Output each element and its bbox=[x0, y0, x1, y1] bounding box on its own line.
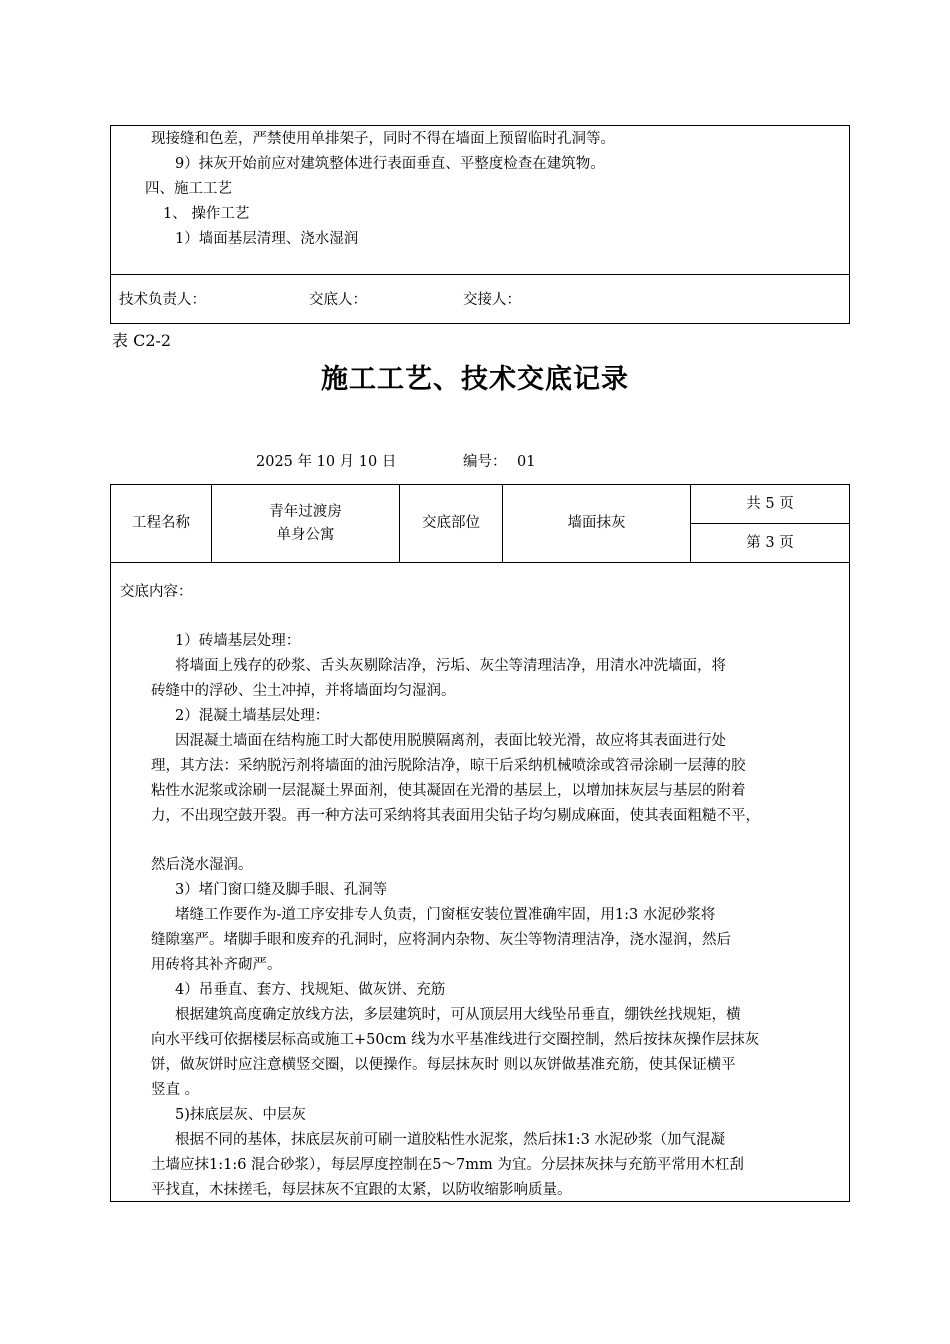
content-line: 缝隙塞严。堵脚手眼和废弃的孔洞时，应将洞内杂物、灰尘等物清理洁净，浇水湿润，然后 bbox=[151, 932, 731, 948]
part-value: 墙面抹灰 bbox=[503, 485, 691, 563]
page-title: 施工工艺、技术交底记录 bbox=[321, 364, 629, 395]
part-label: 交底部位 bbox=[400, 485, 503, 563]
content-line: 用砖将其补齐砌严。 bbox=[151, 957, 282, 973]
divider bbox=[111, 274, 849, 275]
current-page: 第 3 页 bbox=[691, 524, 850, 563]
subsection-heading: 1、 操作工艺 bbox=[163, 206, 250, 222]
project-name-cell bbox=[212, 485, 400, 563]
content-line: 力，不出现空鼓开裂。再一种方法可采纳将其表面用尖钻子均匀剔成麻面，使其表面粗糙不平， bbox=[151, 808, 760, 824]
content-line: 4）吊垂直、套方、找规矩、做灰饼、充筋 bbox=[175, 982, 446, 998]
project-name-label: 工程名称 bbox=[111, 485, 212, 563]
record-number: 01 bbox=[517, 454, 536, 470]
content-line: 向水平线可依据楼层标高或施工+50cm 线为水平基准线进行交圈控制，然后按抹灰操作层抹灰 bbox=[151, 1032, 760, 1048]
content-line: 将墙面上残存的砂浆、舌头灰剔除洁净，污垢、灰尘等清理洁净，用清水冲洗墙面，将 bbox=[175, 658, 726, 674]
text-line: 9）抹灰开始前应对建筑整体进行表面垂直、平整度检查在建筑物。 bbox=[175, 156, 605, 172]
section-heading: 四、施工工艺 bbox=[145, 181, 232, 197]
content-line: 根据建筑高度确定放线方法，多层建筑时，可从顶层用大线坠吊垂直，绷铁丝找规矩，横 bbox=[175, 1007, 741, 1023]
content-line: 1）砖墙基层处理： bbox=[175, 633, 301, 649]
content-line: 堵缝工作要作为-道工序安排专人负责，门窗框安装位置准确牢固，用1:3 水泥砂浆将 bbox=[175, 907, 716, 923]
content-line: 粘性水泥浆或涂刷一层混凝土界面剂，使其凝固在光滑的基层上，以增加抹灰层与基层的附着 bbox=[151, 783, 746, 799]
content-line: 平找直，木抹搓毛，每层抹灰不宜跟的太紧，以防收缩影响质量。 bbox=[151, 1182, 572, 1198]
project-name-line2: 单身公寓 bbox=[276, 526, 335, 543]
tech-lead-signature-label: 技术负责人： bbox=[119, 292, 206, 308]
previous-page-section bbox=[110, 125, 850, 324]
content-line: 根据不同的基体，抹底层灰前可刷一道胶粘性水泥浆，然后抹1:3 水泥砂浆（加气混凝 bbox=[175, 1132, 725, 1148]
record-date: 2025 年 10 月 10 日 bbox=[256, 454, 397, 470]
content-line: 土墙应抹1:1:6 混合砂浆），每层厚度控制在5～7mm 为宜。分层抹灰抹与充筋平常用木杠刮 bbox=[151, 1157, 744, 1173]
content-line: 竖直 。 bbox=[151, 1082, 200, 1098]
content-section bbox=[110, 560, 850, 1202]
content-line: 然后浇水湿润。 bbox=[151, 857, 253, 873]
number-label: 编号： bbox=[463, 454, 507, 470]
content-line: 3）堵门窗口缝及脚手眼、孔洞等 bbox=[175, 882, 388, 898]
info-table bbox=[110, 484, 850, 563]
content-label: 交底内容： bbox=[120, 584, 193, 600]
presenter-signature-label: 交底人： bbox=[309, 292, 367, 308]
text-line: 现接缝和色差，严禁使用单排架子，同时不得在墙面上预留临时孔洞等。 bbox=[151, 131, 615, 147]
total-pages: 共 5 页 bbox=[691, 485, 850, 524]
content-line: 理，其方法：采纳脱污剂将墙面的油污脱除洁净，晾干后采纳机械喷涂或笤帚涂刷一层薄的胶 bbox=[151, 758, 746, 774]
content-line: 砖缝中的浮砂、尘土冲掉，并将墙面均匀湿润。 bbox=[151, 683, 456, 699]
text-line: 1）墙面基层清理、浇水湿润 bbox=[175, 231, 359, 247]
content-line: 因混凝土墙面在结构施工时大都使用脱膜隔离剂，表面比较光滑，故应将其表面进行处 bbox=[175, 733, 726, 749]
content-line: 5)抹底层灰、中层灰 bbox=[175, 1107, 306, 1123]
content-line: 2）混凝土墙基层处理： bbox=[175, 708, 330, 724]
project-name-line1: 青年过渡房 bbox=[269, 503, 342, 520]
receiver-signature-label: 交接人： bbox=[463, 292, 521, 308]
table-label: 表 C2-2 bbox=[112, 331, 172, 350]
content-line: 饼，做灰饼时应注意横竖交圈，以便操作。每层抹灰时 则以灰饼做基准充筋，使其保证横平 bbox=[151, 1057, 736, 1073]
